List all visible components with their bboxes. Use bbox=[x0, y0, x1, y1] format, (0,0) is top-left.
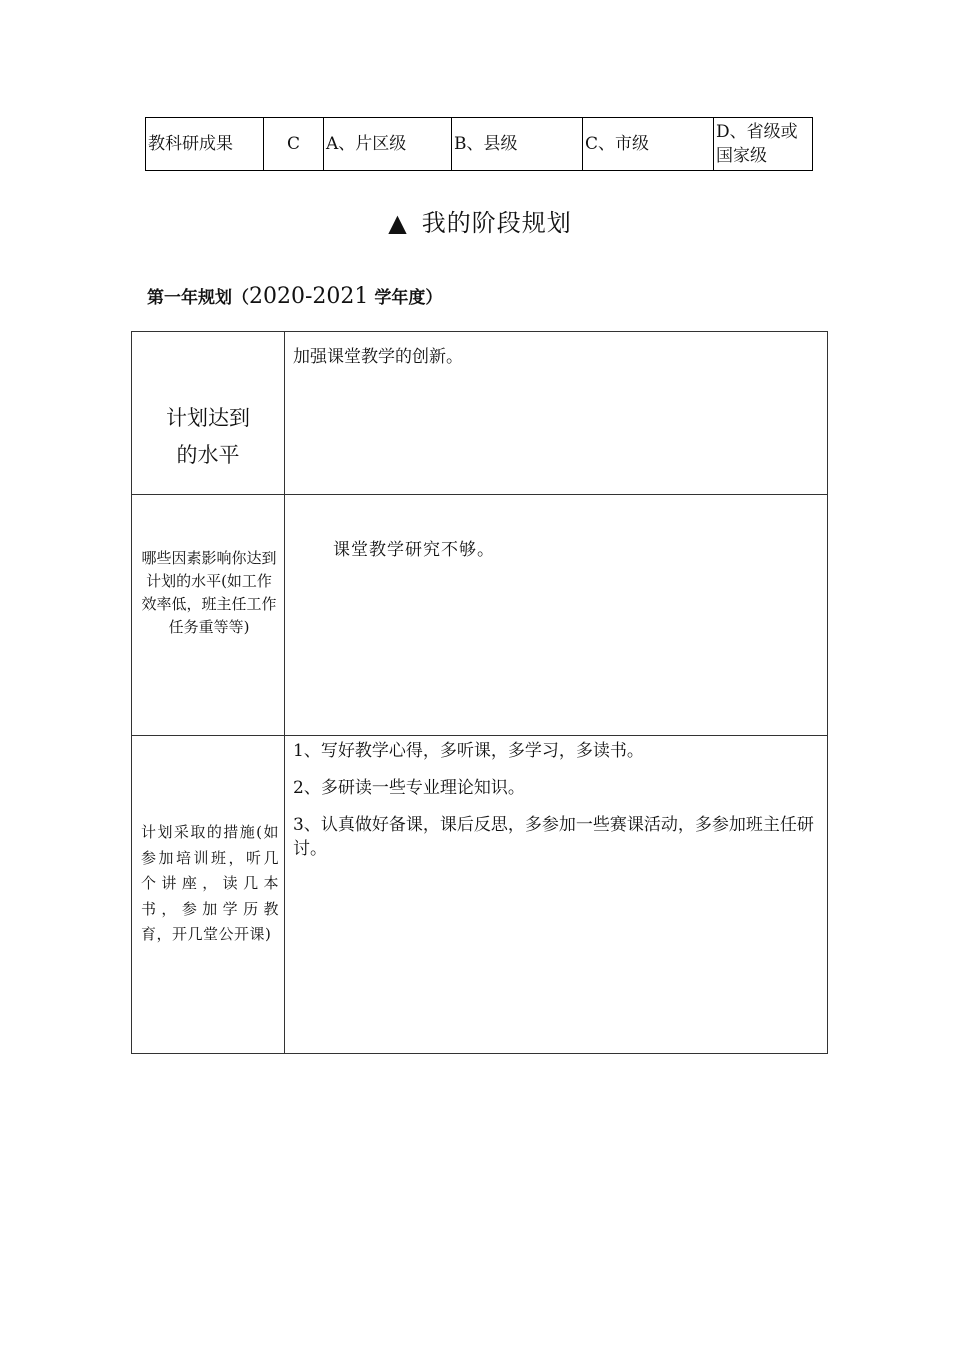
achievement-label: 教科研成果 bbox=[146, 118, 264, 170]
target-level-label: 计划达到的水平 bbox=[166, 406, 250, 467]
achievement-option-a: A、片区级 bbox=[324, 118, 452, 170]
achievement-row bbox=[145, 117, 813, 171]
achievement-option-d-text: D、省级或国家级 bbox=[716, 122, 798, 166]
plan-subheading-prefix: 第一年规划（ bbox=[147, 288, 249, 308]
plan-subheading bbox=[147, 283, 442, 309]
plan-subheading-suffix: 学年度） bbox=[368, 288, 443, 308]
measures-item-1: 1、写好教学心得，多听课，多学习，多读书。 bbox=[293, 741, 644, 761]
achievement-option-c: C、市级 bbox=[583, 118, 714, 170]
plan-row-measures bbox=[132, 736, 827, 1053]
plan-row-target-level bbox=[132, 332, 827, 495]
measures-label: 计划采取的措施(如参加培训班，听几个讲座，读几本书，参加学历教育，开几堂公开课) bbox=[141, 823, 279, 943]
achievement-selected: C bbox=[264, 118, 324, 170]
achievement-option-b: B、县级 bbox=[452, 118, 583, 170]
plan-row-factors bbox=[132, 495, 827, 736]
plan-row-label-cell bbox=[132, 495, 285, 735]
plan-row-label-cell bbox=[132, 736, 285, 1053]
target-level-content: 加强课堂教学的创新。 bbox=[293, 347, 463, 367]
plan-row-content-cell bbox=[285, 332, 827, 494]
measures-content bbox=[293, 739, 821, 874]
factors-label: 哪些因素影响你达到计划的水平(如工作效率低，班主任工作任务重等等) bbox=[141, 549, 277, 636]
plan-subheading-years: 2020-2021 bbox=[249, 284, 369, 309]
plan-row-label bbox=[132, 400, 284, 474]
section-heading-title: 我的阶段规划 bbox=[421, 209, 572, 237]
plan-row-content-cell bbox=[285, 495, 827, 735]
factors-content: 课堂教学研究不够。 bbox=[333, 540, 495, 560]
section-heading bbox=[0, 203, 960, 238]
plan-row-label-cell bbox=[132, 332, 285, 494]
plan-table bbox=[131, 331, 828, 1054]
achievement-option-d bbox=[714, 118, 812, 170]
measures-item-3: 3、认真做好备课，课后反思，多参加一些赛课活动，多参加班主任研讨。 bbox=[293, 815, 814, 859]
triangle-marker-icon: ▲ bbox=[388, 209, 408, 237]
plan-row-content-cell bbox=[285, 736, 827, 1053]
measures-item-2: 2、多研读一些专业理论知识。 bbox=[293, 778, 525, 798]
